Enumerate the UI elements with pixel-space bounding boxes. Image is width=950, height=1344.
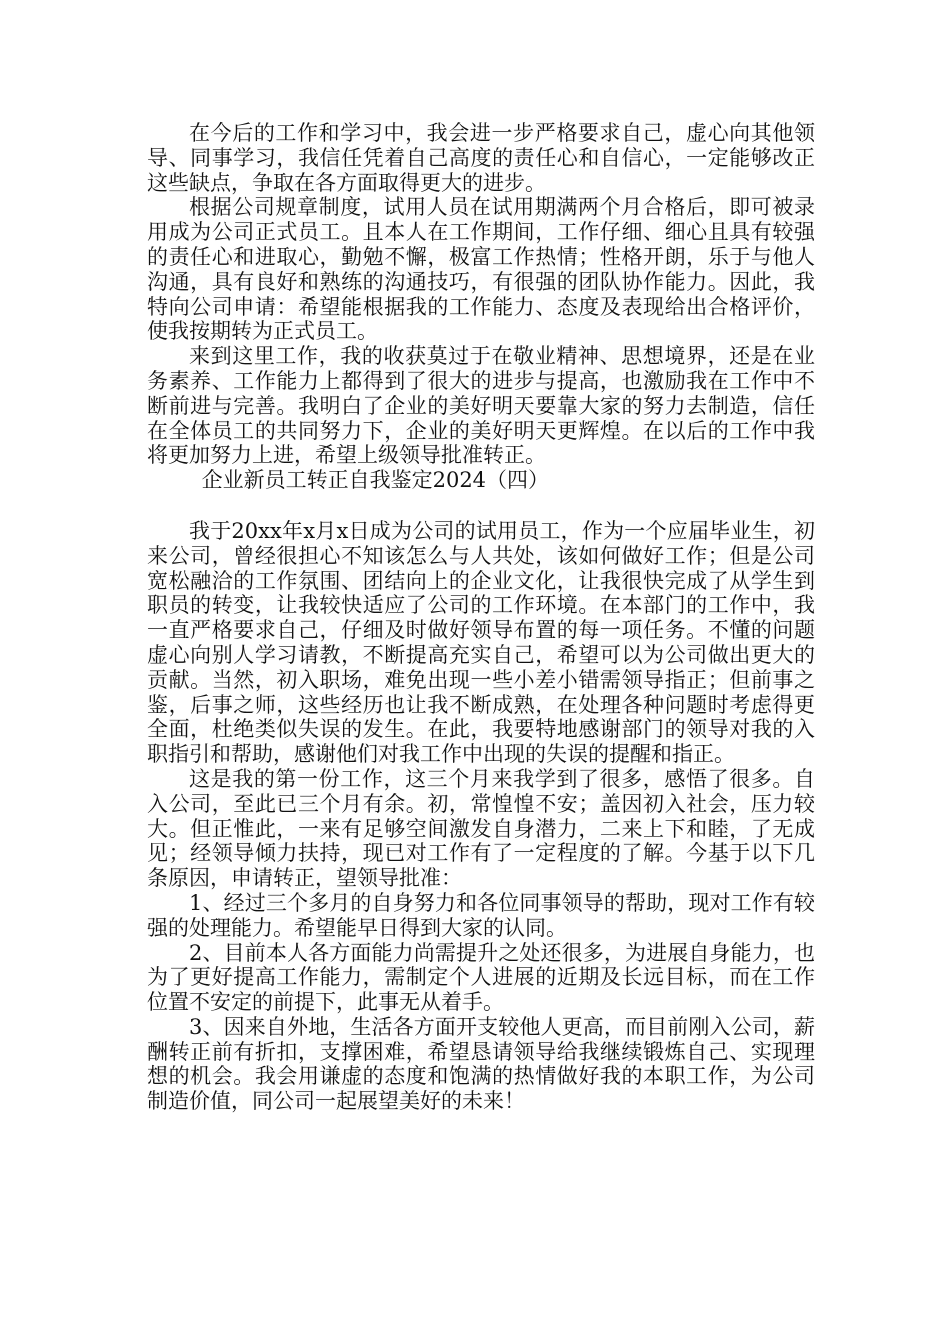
section-title: 企业新员工转正自我鉴定2024（四） (201, 468, 550, 493)
paragraph-regulation: 根据公司规章制度，试用人员在试用期满两个月合格后，即可被录用成为公司正式员工。且本人在工作期间，工作仔细、细心且具有较强的责任心和进取心，勤勉不懈，极富工作热情；性格开朗，乐于与他人沟通，具有良好和熟练的沟通技巧，有很强的团队协作能力。因此，我特向公司申请：希望能根据我的工作能力、态度及表现给出合格评价，使我按期转为正式员工。 (147, 195, 815, 344)
paragraph-introduction: 我于20xx年x月x日成为公司的试用员工，作为一个应届毕业生，初来公司，曾经很担心不知该怎么与人共处，该如何做好工作；但是公司宽松融洽的工作氛围、团结向上的企业文化，让我很快完成了从学生到职员的转变，让我较快适应了公司的工作环境。在本部门的工作中，我一直严格要求自己，仔细及时做好领导布置的每一项任务。不懂的问题虚心向别人学习请教，不断提高充实自己，希望可以为公司做出更大的贡献。当然，初入职场，难免出现一些小差小错需领导指正；但前事之鉴，后事之师，这些经历也让我不断成熟，在处理各种问题时考虑得更全面，杜绝类似失误的发生。在此，我要特地感谢部门的领导对我的入职指引和帮助，感谢他们对我工作中出现的失误的提醒和指正。 (147, 518, 815, 767)
paragraph-first-job: 这是我的第一份工作，这三个月来我学到了很多，感悟了很多。自入公司，至此已三个月有余。初，常惶惶不安；盖因初入社会，压力较大。但正惟此，一来有足够空间激发自身潜力，二来上下和睦，了无成见；经领导倾力扶持，现已对工作有了一定程度的了解。今基于以下几条原因，申请转正，望领导批准： (147, 766, 815, 891)
paragraph-reason-2: 2、目前本人各方面能力尚需提升之处还很多，为进展自身能力，也为了更好提高工作能力，需制定个人进展的近期及长远目标，而在工作位置不安定的前提下，此事无从着手。 (147, 940, 815, 1015)
paragraph-reason-3: 3、因来自外地，生活各方面开支较他人更高，而目前刚入公司，薪酬转正前有折扣，支撑困难，希望恳请领导给我继续锻炼自己、实现理想的机会。我会用谦虚的态度和饱满的热情做好我的本职工作，为公司制造价值，同公司一起展望美好的未来！ (147, 1014, 815, 1114)
blank-line (147, 493, 815, 519)
paragraph-improvement: 在今后的工作和学习中，我会进一步严格要求自己，虚心向其他领导、同事学习，我信任凭着自己高度的责任心和自信心，一定能够改正这些缺点，争取在各方面取得更大的进步。 (147, 121, 815, 195)
paragraph-reason-1: 1、经过三个多月的自身努力和各位同事领导的帮助，现对工作有较强的处理能力。希望能早日得到大家的认同。 (147, 890, 815, 940)
document-body (147, 121, 815, 1114)
paragraph-gains: 来到这里工作，我的收获莫过于在敬业精神、思想境界，还是在业务素养、工作能力上都得到了很大的进步与提高，也激励我在工作中不断前进与完善。我明白了企业的美好明天要靠大家的努力去制造，信任在全体员工的共同努力下，企业的美好明天更辉煌。在以后的工作中我将更加努力上进，希望上级领导批准转正。 (147, 344, 815, 468)
